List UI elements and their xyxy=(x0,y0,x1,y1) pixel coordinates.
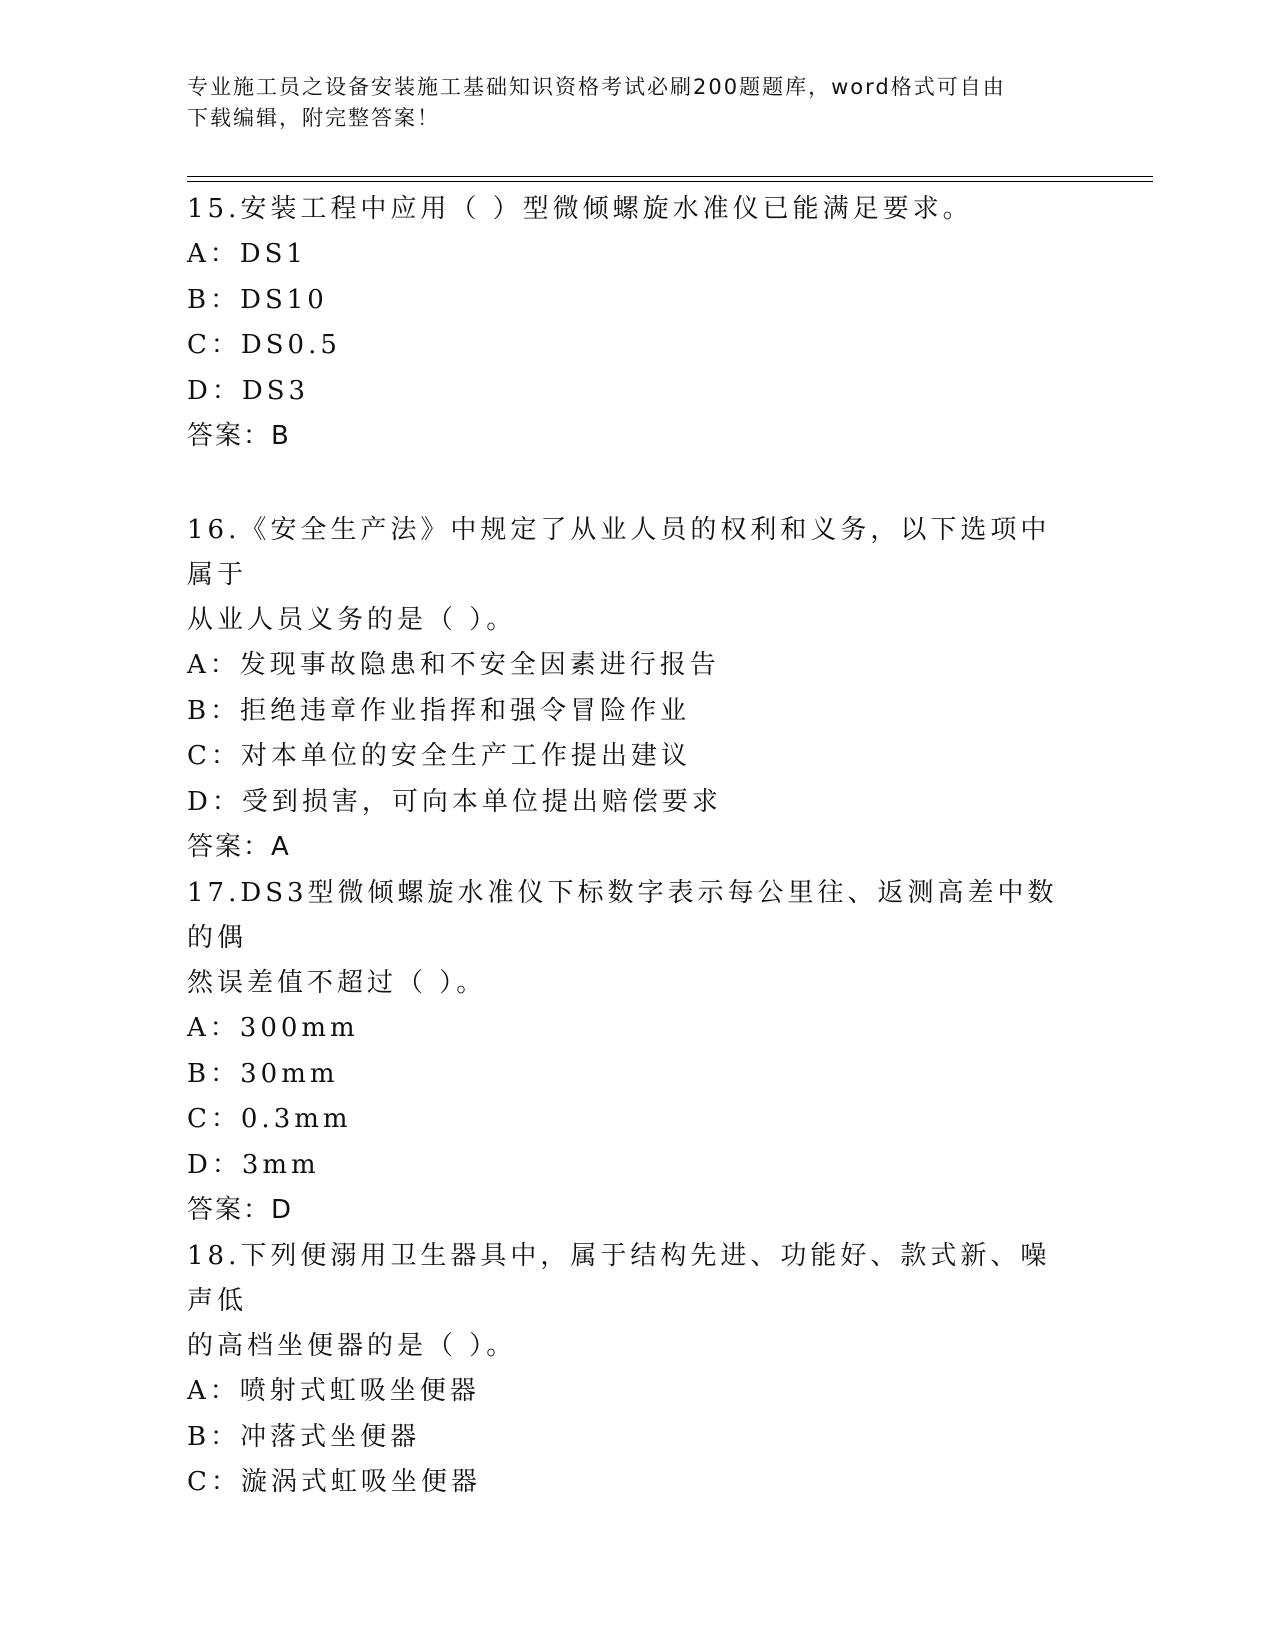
question-stem-line-2: 的高档坐便器的是（ ）。 xyxy=(187,1331,517,1361)
option-b: B：冲落式坐便器 xyxy=(187,1421,421,1452)
question-17 xyxy=(187,871,1067,1233)
option-c: C：漩涡式虹吸坐便器 xyxy=(187,1467,481,1497)
option-b: B：DS10 xyxy=(187,284,328,315)
header-line-2: 下载编辑，附完整答案！ xyxy=(187,106,440,130)
option-a: A：DS1 xyxy=(187,239,307,269)
question-stem: 15.安装工程中应用（ ）型微倾螺旋水准仪已能满足要求。 xyxy=(187,194,973,224)
header-divider-bottom xyxy=(187,181,1153,182)
option-a: A：300mm xyxy=(187,1013,359,1043)
question-stem-line-1: 16.《安全生产法》中规定了从业人员的权利和义务，以下选项中属于 xyxy=(187,515,1051,590)
question-stem-line-1: 17.DS3型微倾螺旋水准仪下标数字表示每公里往、返测高差中数的偶 xyxy=(187,878,1058,953)
header-line-1: 专业施工员之设备安装施工基础知识资格考试必刷200题题库，word格式可自由 xyxy=(187,75,1006,99)
question-stem-line-2: 从业人员义务的是（ ）。 xyxy=(187,605,517,635)
option-c: C：DS0.5 xyxy=(187,330,341,360)
option-c: C：0.3mm xyxy=(187,1104,352,1134)
option-b: B：30mm xyxy=(187,1058,339,1089)
option-b: B：拒绝违章作业指挥和强令冒险作业 xyxy=(187,695,691,726)
option-d: D：3mm xyxy=(187,1149,320,1180)
option-c: C：对本单位的安全生产工作提出建议 xyxy=(187,741,691,771)
question-stem-line-2: 然误差值不超过（ ）。 xyxy=(187,968,487,998)
question-18 xyxy=(187,1234,1067,1506)
option-d: D：DS3 xyxy=(187,375,310,406)
question-15 xyxy=(187,187,1067,459)
document-header xyxy=(187,72,1067,134)
option-a: A：喷射式虹吸坐便器 xyxy=(187,1376,480,1406)
answer: 答案：B xyxy=(187,421,291,451)
header-divider-top xyxy=(187,176,1153,177)
answer: 答案：D xyxy=(187,1195,294,1225)
option-d: D：受到损害，可向本单位提出赔偿要求 xyxy=(187,786,722,817)
answer: 答案：A xyxy=(187,832,291,862)
option-a: A：发现事故隐患和不安全因素进行报告 xyxy=(187,650,720,680)
question-stem-line-1: 18.下列便溺用卫生器具中，属于结构先进、功能好、款式新、噪声低 xyxy=(187,1241,1051,1316)
question-16 xyxy=(187,508,1067,870)
